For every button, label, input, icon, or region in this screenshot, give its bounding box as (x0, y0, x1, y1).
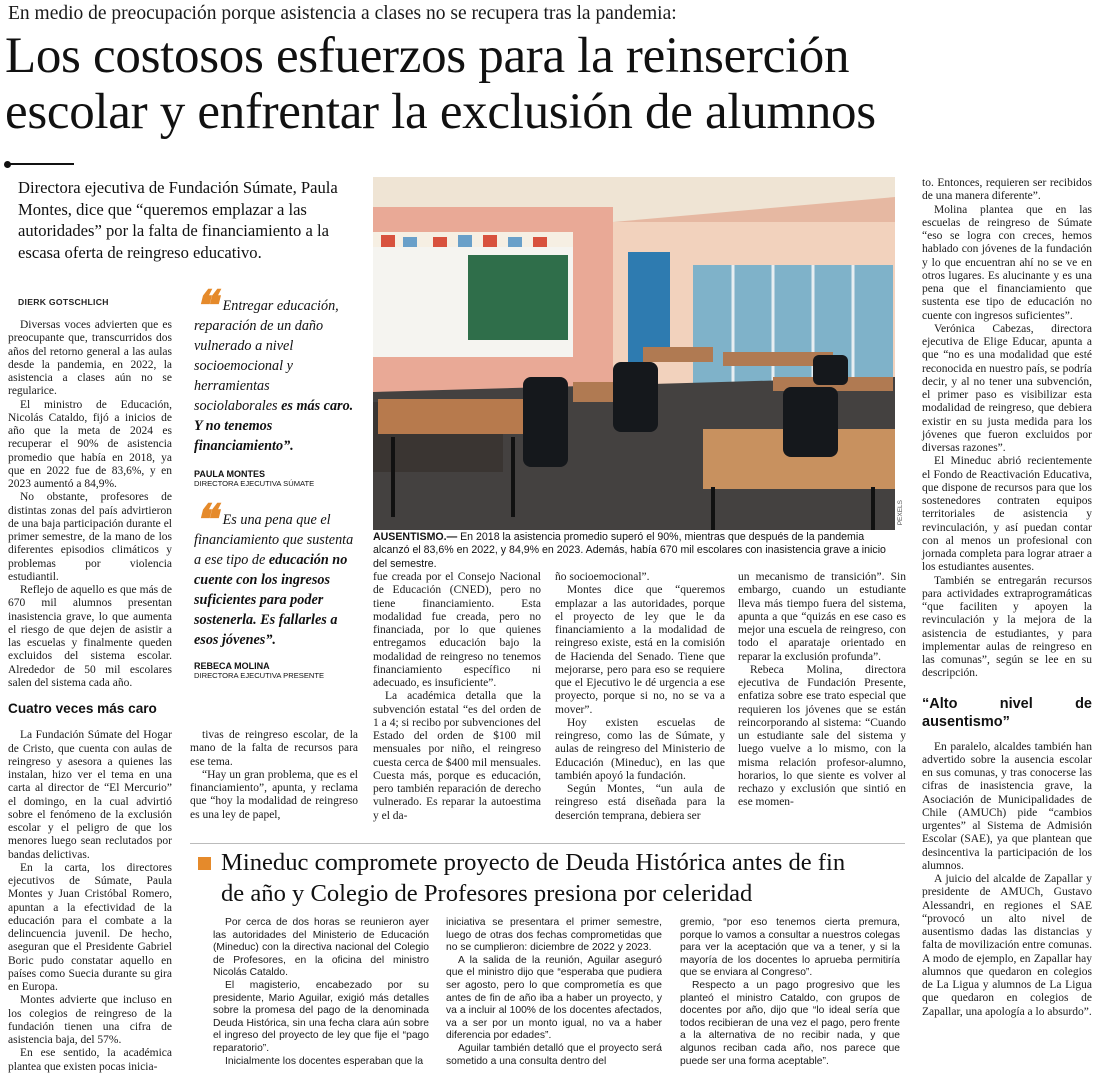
box-column-2-lead: iniciativa se presentara el primer semestre, luego de otras dos fechas comprometidas que no se cumplieron: diciembre de 2022 y 2023. (446, 917, 662, 954)
column-4 (373, 571, 541, 823)
paragraph: Respecto a un pago progresivo que les planteó el ministro Cataldo, con grupos de docentes por año, dijo que “lo ideal sería que todos recibieran de una vez el pago, pero frente a la alternativa de no recibir nada, y que algunos reciban cada año, nos parece que puede ser una forma aceptable”. (680, 979, 900, 1067)
box-headline-line-2: de año y Colegio de Profesores presiona por celeridad (221, 880, 753, 907)
paragraph: A juicio del alcalde de Zapallar y presidente de AMUCh, Gustavo Alessandri, en regiones el SAE “provocó un alto nivel de ausentismo dadas las distancias y falta de movilización entre comunas. A modo de ejemplo, en Zapallar hay alumnos que quedaron en colegios de La Ligua y alumnos de La Ligua que quedaron en colegios de Zapallar, una apología a lo absurdo”. (922, 873, 1092, 1018)
paragraph: No obstante, profesores de distintas zonas del país advirtieron de una baja participación durante el primer semestre, de la mano de los diferentes episodios climáticos y problemas por violencia estudiantil. (8, 491, 172, 583)
column-5-paragraphs (555, 584, 725, 823)
quote-mark-icon: ❝ (194, 495, 217, 544)
paragraph: Verónica Cabezas, directora ejecutiva de Elige Educar, apunta a que “no es una modalidad que esté reconocida en nuestro país, se podría decir, y al no tener una subvención, el primer paso es visibilizar esta modalidad de reingreso, que debiera existir en su justa medida para los jóvenes que fueron excluidos por diversas razones”. (922, 322, 1092, 454)
box-square-icon (198, 857, 211, 870)
box-headline (221, 847, 911, 909)
paragraph: La Fundación Súmate del Hogar de Cristo, que cuenta con aulas de reingreso y asesora a quienes las instalan, hizo ver el tema en una carta al director de “El Mercurio” el domingo, en la cual advirtió sobre el fenómeno de la exclusión escolar y el peligro de que los menores luego sean reclutados por bandas delictivas. (8, 729, 172, 861)
column-7-paragraphs (922, 204, 1092, 681)
paragraph: Diversas voces advierten que es preocupante que, transcurridos dos años del retorno general a las aulas desde la pandemia, en 2022, la asistencia a clases aún no se regularice. (8, 319, 172, 398)
photo-caption: AUSENTISMO.— En 2018 la asistencia promedio superó el 90%, mientras que después de la pandemia alcanzó el 83,6% en 2022, y 84,9% en 2023. Además, había 670 mil escolares con inasistencia grave a inicio del semestre. (373, 531, 886, 570)
quote-2-role: DIRECTORA EJECUTIVA PRESENTE (194, 671, 325, 680)
quote-1-text: ❝ Entregar educación, reparación de un daño vulnerado a nivel socioemocional y herramientas sociolaborales es más caro. Y no tenemos financiamiento”. (194, 281, 354, 454)
quote-1-role: DIRECTORA EJECUTIVA SÚMATE (194, 479, 315, 488)
subhead-alto-nivel: “Alto nivel de ausentismo” (922, 695, 1092, 730)
box-column-1 (213, 917, 429, 1068)
paragraph: En la carta, los directores ejecutivos de Súmate, Paula Montes y Juan Cristóbal Romero, apuntan a la efectividad de la educación para el combate a la delincuencia juvenil. De hecho, aseguran que el Presidente Gabriel Boric pudo constatar aquello en países como Suecia durante su gira en Europa. (8, 861, 172, 993)
paragraph: En ese sentido, la académica plantea que existen pocas inicia- (8, 1047, 172, 1073)
column-6-lead: un mecanismo de transición”. Sin embargo, cuando un estudiante lleva más tiempo fuera del sistema, apunta a que “quizás en ese caso es mejor una escuela de reingreso, con todo el aparataje orientado en reparar la exclusión profunda”. (738, 571, 906, 663)
headline-line-1: Los costosos esfuerzos para la reinserción (5, 28, 850, 84)
box-headline-line-1: Mineduc compromete proyecto de Deuda Histórica antes de fin (221, 849, 846, 876)
box-column-3-lead: gremio, “por eso tenemos cierta premura, porque lo vamos a consultar a nuestros colegas para ver la aceptación que va a tener, y si la mayoría de los docentes lo aprueba permitiría que se enviara al Congreso”. (680, 917, 900, 979)
box-column-2-paragraphs (446, 955, 662, 1068)
column-7-paragraphs-2 (922, 741, 1092, 1019)
paragraph: Inicialmente los docentes esperaban que la (225, 1055, 424, 1067)
box-column-3-paragraphs (680, 980, 900, 1068)
subhead-cuatro-veces: Cuatro veces más caro (8, 701, 157, 716)
paragraph: Según Montes, “un aula de reingreso está diseñada para la deserción temprana, debiera ser (555, 783, 725, 822)
paragraph: La académica detalla que la subvención estatal “es del orden de 1 a 4; si recibo por subvenciones del Estado del orden de $100 mil mensuales por niño, el reingreso cuesta cerca de $400 mil mensuales. Cuesta más, porque es educación, pero también reparación de derecho vulnerado. Es reparar la autoestima y el da- (373, 690, 541, 822)
quote-2-text: ❝ Es una pena que el financiamiento que sustenta a ese tipo de educación no cuente con los ingresos suficientes para poder sostenerla. Es fallarles a esos jóvenes”. (194, 495, 354, 648)
column-7-lead: to. Entonces, requieren ser recibidos de una manera diferente”. (922, 177, 1092, 203)
paragraph: “Hay un gran problema, que es el financiamiento”, apunta, y reclama que “hoy la modalidad de reingreso es una ley de papel, (190, 768, 358, 821)
column-6 (738, 571, 906, 810)
quote-2 (194, 495, 356, 680)
paragraph: Montes dice que “queremos emplazar a las autoridades, porque el proyecto de ley que le da financiamiento a la modalidad de reingreso existe, está en la comisión de Hacienda del Senado. Tiene que mejorarse, pero para eso se requiere que el Ejecutivo le dé urgencia a ese proyecto, porque si no, no se va a mover”. (555, 584, 725, 716)
column-5 (555, 571, 725, 823)
column-5-lead: ño socioemocional”. (555, 571, 650, 583)
column-4-lead: fue creada por el Consejo Nacional de Educación (CNED), pero no tiene financiamiento. Esta modalidad fue creada, pero no financiada, por lo que quienes entregamos educación bajo la modalidad de reingreso no tenemos financiamiento específico ni adecuado, es insuficiente”. (373, 571, 541, 689)
paragraph: tivas de reingreso escolar, de la mano de la falta de recursos para ese tema. (190, 729, 358, 768)
column-4-paragraphs (373, 690, 541, 823)
column-6-paragraphs (738, 664, 906, 810)
column-3-paragraphs (190, 729, 358, 822)
quote-mark-icon: ❝ (194, 281, 217, 330)
paragraph: Hoy existen escuelas de reingreso, como las de Súmate, y aulas de reingreso del Ministerio de Educación (Mineduc), en las que también apoyó la fundación. (555, 716, 725, 782)
paragraph: Aguilar también detalló que el proyecto será sometido a una consulta dentro del (446, 1042, 662, 1067)
photo-credit: PEXELS (897, 500, 904, 526)
kicker: En medio de preocupación porque asistencia a clases no se recupera tras la pandemia: (8, 3, 677, 24)
bullet-dot (4, 161, 11, 168)
byline: DIERK GOTSCHLICH (18, 297, 109, 307)
column-1 (8, 319, 172, 1074)
quote-2-name: REBECA MOLINA (194, 661, 270, 671)
deck: Directora ejecutiva de Fundación Súmate, Paula Montes, dice que “queremos emplazar a las autoridades” por la falta de financiamiento a la escasa oferta de reingreso educativo. (18, 178, 338, 262)
quote-1 (194, 281, 356, 488)
column-3 (190, 729, 358, 822)
paragraph: En paralelo, alcaldes también han advertido sobre la ausencia escolar en sus comunas, y tras conocerse las cifras de inasistencia grave, la Asociación de Municipalidades de Chile (AMUCh) pide “cambios urgentes” al Sistema de Admisión Escolar (SAE), ya que plantean que desincentiva la participación de los alumnos. (922, 740, 1092, 872)
paragraph: También se entregarán recursos para actividades extraprogramáticas “que faciliten y apoyen la revinculación y la mejora de la asistencia de estudiantes, y para implementar aulas de reingreso en las comunas”, según se lee en su descripción. (922, 574, 1092, 680)
headline-line-2: escolar y enfrentar la exclusión de alumnos (5, 84, 876, 140)
column-1-paragraphs-2 (8, 729, 172, 1074)
quote-1-name: PAULA MONTES (194, 469, 265, 479)
paragraph: El ministro de Educación, Nicolás Cataldo, fijó a inicios de año que la meta de 2024 es recuperar el 90% de asistencia promedio que había en 2018, ya que en 2022 fue de 83,6%, y en 2023 aumentó a 84,9%. (8, 398, 172, 490)
paragraph: Por cerca de dos horas se reunieron ayer las autoridades del Ministerio de Educación (Mineduc) con la directiva nacional del Colegio de Profesores, en la oficina del ministro Nicolás Cataldo. (213, 917, 429, 979)
top-rule (8, 163, 74, 165)
paragraph: El Mineduc abrió recientemente el Fondo de Reactivación Educativa, que dispone de recursos para que los sostenedores contraten equipos territoriales de asistencia y revinculación, y así puedan contar con al menos un profesional con jornada completa para lograr atraer a los estudiantes ausentes. (922, 455, 1092, 574)
box-rule (190, 843, 905, 844)
paragraph: Rebeca Molina, directora ejecutiva de Fundación Presente, enfatiza sobre ese trato especial que requieren los jóvenes que se están reincorporando al sistema: “Cuando un estudiante sale del sistema y luego vuelve a lo mismo, con la misma relación profesor-alumno, horarios, lo que siente es volver al rechazo y exclusión que sintió en ese momen- (738, 663, 906, 809)
box-column-2 (446, 917, 662, 1068)
paragraph: Molina plantea que en las escuelas de reingreso de Súmate “eso se logra con creces, hemos hablado con jóvenes de la fundación y lo que encuentran ahí no se ve en otros lugares. Es alucinante y es una pena que el financiamiento que sustenta ese tipo de educación no cuente con ingresos suficientes”. (922, 203, 1092, 322)
box-column-3 (680, 917, 900, 1068)
column-7 (922, 177, 1092, 1019)
paragraph: El magisterio, encabezado por su presidente, Mario Aguilar, exigió más detalles sobre la promesa del pago de la denominada Deuda Histórica, sin una fecha clara aún sobre el ingreso del proyecto de ley que fije el “pago reparatorio”. (213, 979, 429, 1054)
paragraph: Reflejo de aquello es que más de 670 mil alumnos presentan inasistencia grave, lo que aumenta el riesgo de que dejen de asistir a las escuelas y finalmente queden excluidos del sistema escolar. Alrededor de 50 mil escolares salen del sistema cada año. (8, 584, 172, 689)
paragraph: Montes advierte que incluso en los colegios de reingreso de la fundación tienen una cifra de asistencia baja, del 57%. (8, 994, 172, 1046)
paragraph: A la salida de la reunión, Aguilar aseguró que el ministro dijo que “esperaba que pudiera ser agosto, pero lo que comprometía es que antes de fin de año iba a haber un proyecto, y va a incluir al 100% de los docentes afectados, va a ser por un monto igual, no va a haber diferencia por edades”. (446, 954, 662, 1042)
headline (5, 28, 1095, 140)
box-column-1-paragraphs (213, 917, 429, 1068)
classroom-photo (373, 177, 895, 530)
column-1-paragraphs (8, 319, 172, 690)
